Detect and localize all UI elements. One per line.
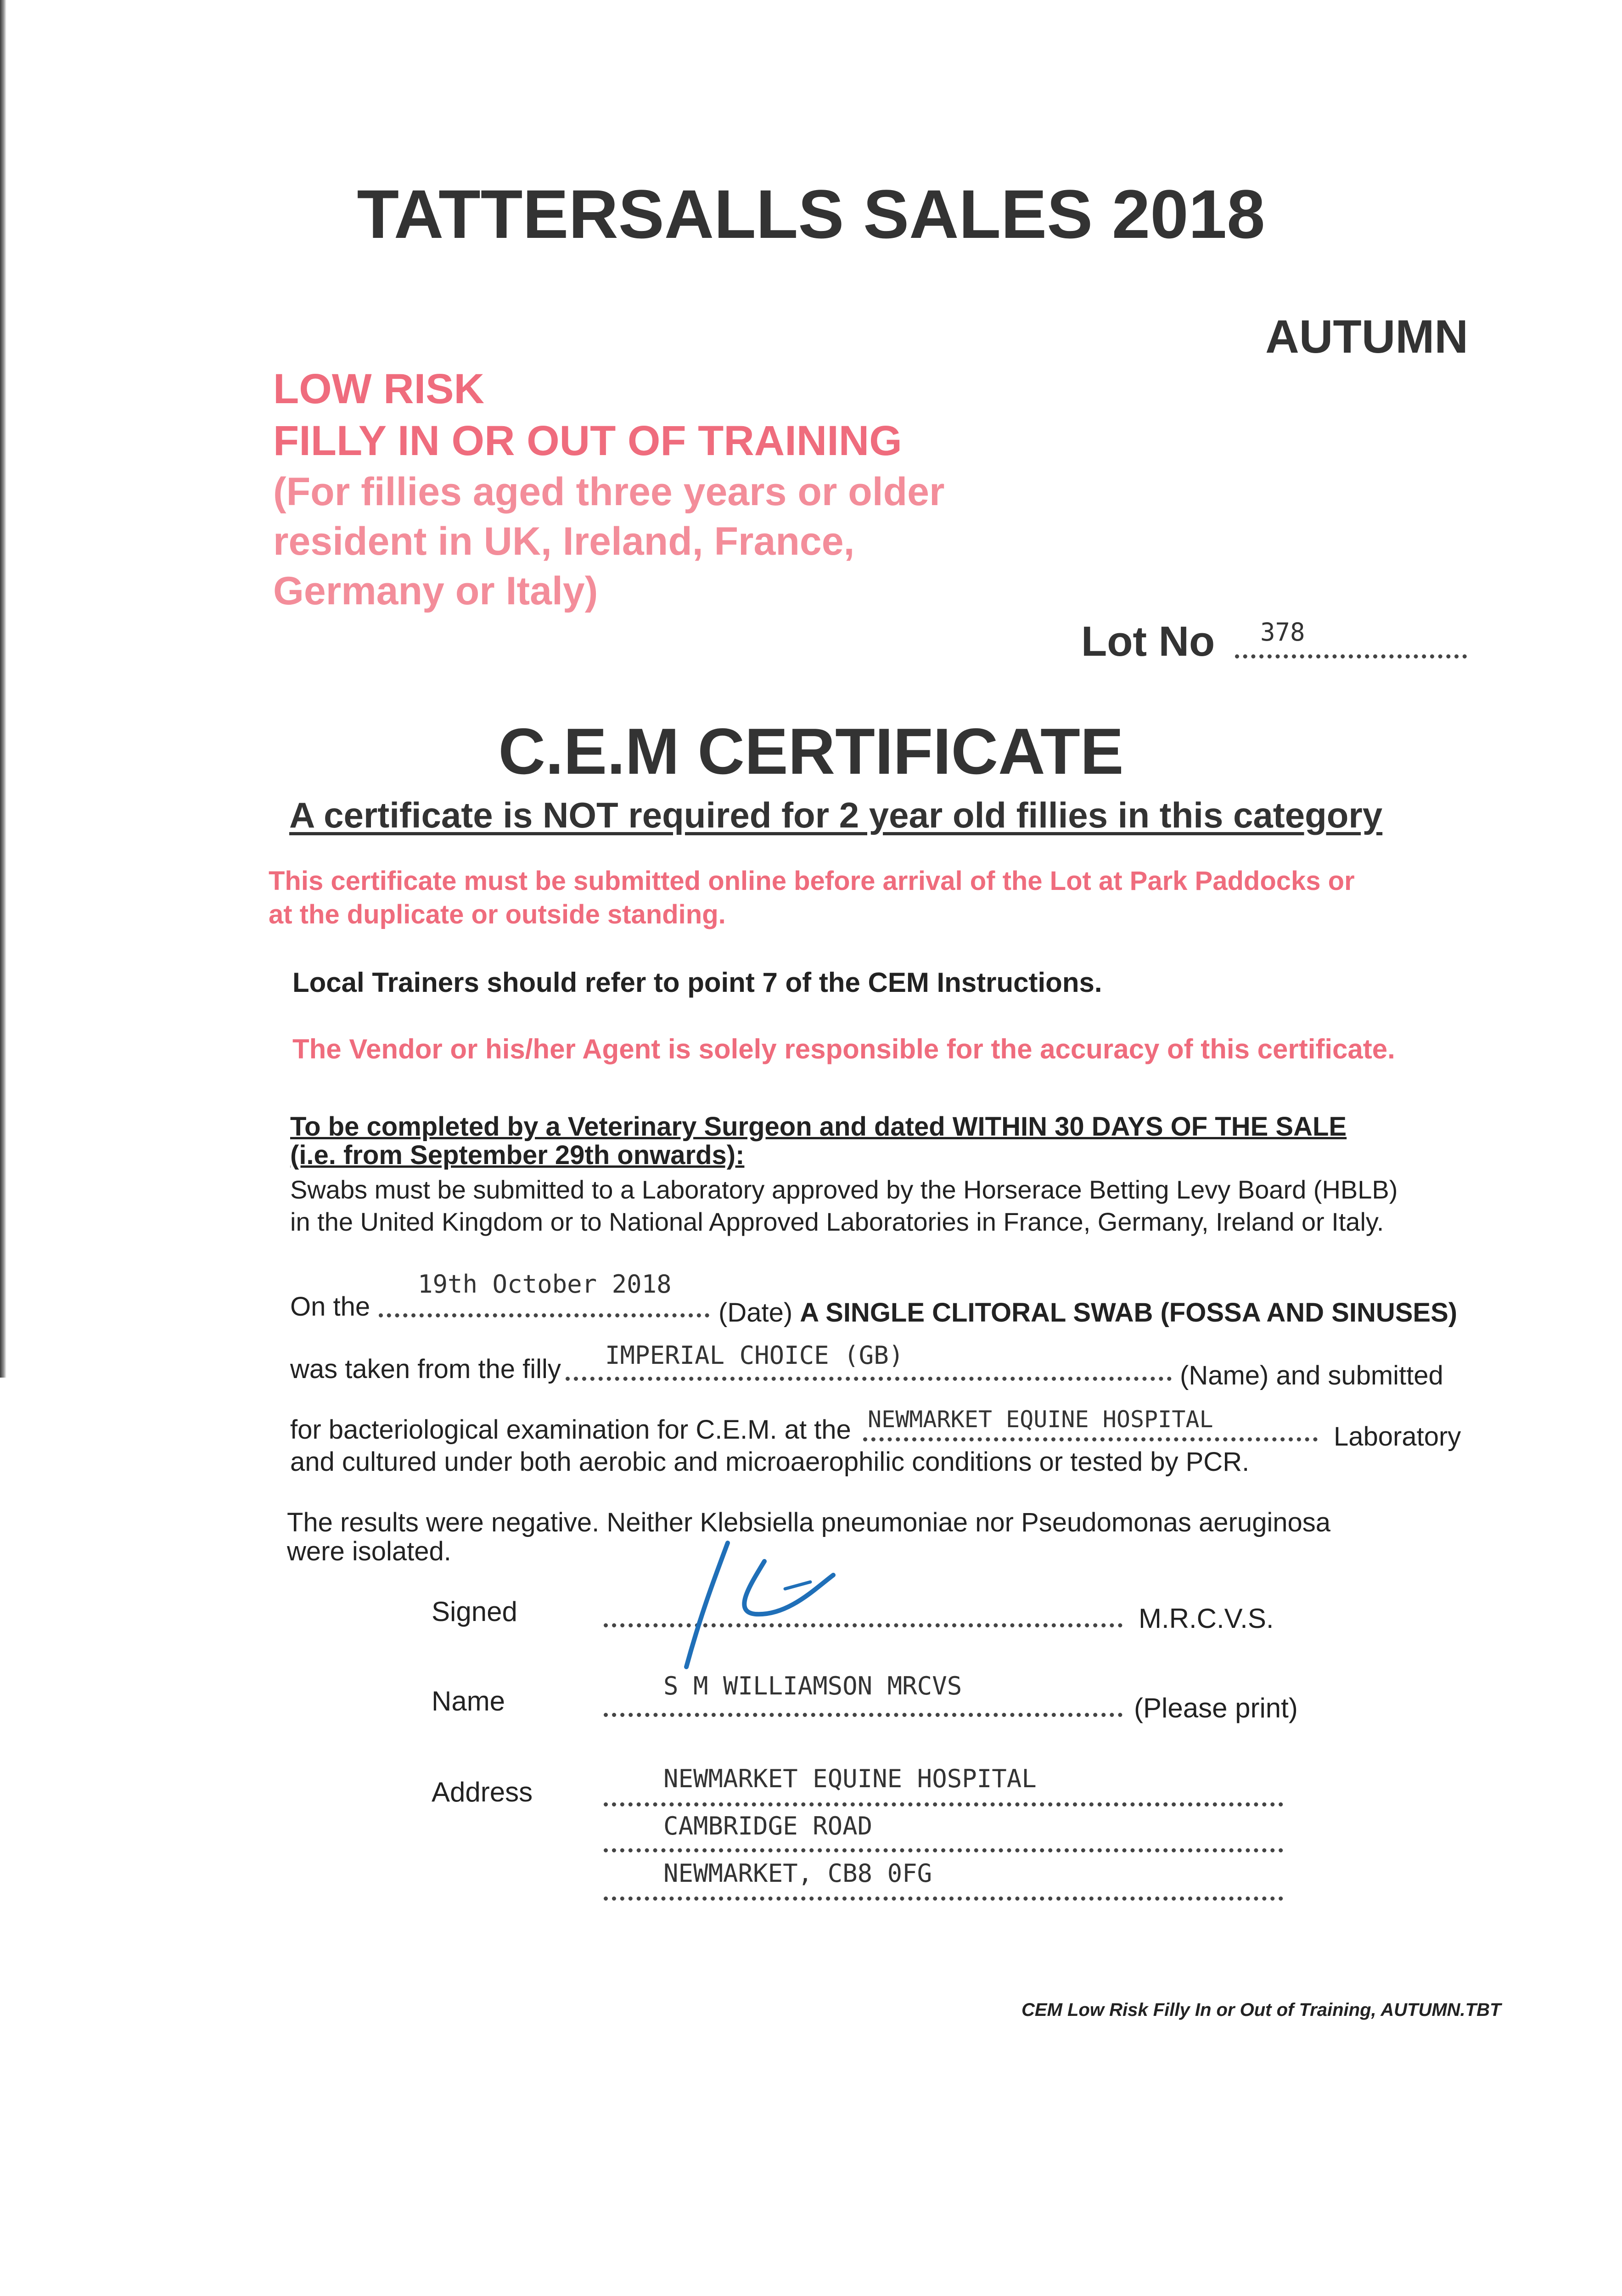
swab-type: A SINGLE CLITORAL SWAB (FOSSA AND SINUSES) [800,1298,1458,1328]
lot-number-label: Lot No [1081,618,1215,665]
form-reference-footer: CEM Low Risk Filly In or Out of Training, AUTUMN.TBT [1021,2000,1501,2020]
date-suffix [718,1297,1457,1328]
filly-name-suffix: (Name) and submitted [1180,1361,1443,1390]
date-value: 19th October 2018 [418,1270,672,1299]
lot-number-value: 378 [1260,618,1305,647]
address-label: Address [432,1777,533,1807]
vet-name-line [604,1713,1122,1717]
swab-instruction-line-1: Swabs must be submitted to a Laboratory approved by the Horserace Betting Levy Board (HBLB) [290,1175,1398,1204]
results-line-2: were isolated. [287,1536,451,1566]
address-line-1 [604,1802,1283,1806]
filly-prefix: was taken from the filly [290,1354,561,1384]
results-line-1: The results were negative. Neither Klebsiella pneumoniae nor Pseudomonas aeruginosa [287,1508,1331,1537]
address-line-3 [604,1896,1283,1901]
category-line-5: Germany or Italy) [273,569,598,613]
category-line-3: (For fillies aged three years or older [273,470,945,514]
print-hint: (Please print) [1134,1693,1298,1723]
vendor-responsibility-notice: The Vendor or his/her Agent is solely responsible for the accuracy of this certificate. [292,1034,1395,1064]
vet-instruction-heading: To be completed by a Veterinary Surgeon and dated WITHIN 30 DAYS OF THE SALE [290,1112,1347,1142]
date-line [379,1313,709,1317]
vet-name-value: S M WILLIAMSON MRCVS [663,1671,962,1700]
lab-suffix: Laboratory [1334,1422,1461,1452]
swab-instruction-line-2: in the United Kingdom or to National Approved Laboratories in France, Germany, Ireland or Italy. [290,1207,1384,1236]
lot-number-line [1235,654,1467,658]
address-value-2: CAMBRIDGE ROAD [663,1812,873,1840]
vet-name-label: Name [432,1686,505,1716]
vet-instruction-dates: (i.e. from September 29th onwards): [290,1140,745,1170]
category-line-4: resident in UK, Ireland, France, [273,519,855,563]
handwritten-signature [659,1534,898,1671]
submission-notice-line-2: at the duplicate or outside standing. [269,900,726,929]
filly-name-value: IMPERIAL CHOICE (GB) [605,1341,904,1370]
category-line-2: FILLY IN OR OUT OF TRAINING [273,417,902,464]
date-prefix: On the [290,1292,370,1322]
mrcvs-suffix: M.R.C.V.S. [1139,1603,1274,1634]
not-required-notice: A certificate is NOT required for 2 year old fillies in this category [289,795,1383,835]
address-value-1: NEWMARKET EQUINE HOSPITAL [663,1764,1037,1793]
lab-name-line [863,1437,1318,1441]
address-line-2 [604,1848,1283,1852]
address-value-3: NEWMARKET, CB8 0FG [663,1859,932,1888]
document-title: TATTERSALLS SALES 2018 [357,175,1265,253]
date-suffix-label: (Date) [718,1298,793,1328]
certificate-title: C.E.M CERTIFICATE [498,715,1124,788]
lab-name-value: NEWMARKET EQUINE HOSPITAL [868,1406,1213,1433]
signed-label: Signed [432,1596,517,1627]
lab-prefix: for bacteriological examination for C.E.M. at the [290,1415,851,1445]
local-trainers-notice: Local Trainers should refer to point 7 of the CEM Instructions. [292,967,1102,998]
filly-name-line [566,1377,1172,1381]
culture-conditions: and cultured under both aerobic and microaerophilic conditions or tested by PCR. [290,1447,1250,1477]
sale-session: AUTUMN [1265,310,1468,363]
category-line-1: LOW RISK [273,366,484,412]
submission-notice-line-1: This certificate must be submitted online before arrival of the Lot at Park Paddocks or [269,866,1355,896]
